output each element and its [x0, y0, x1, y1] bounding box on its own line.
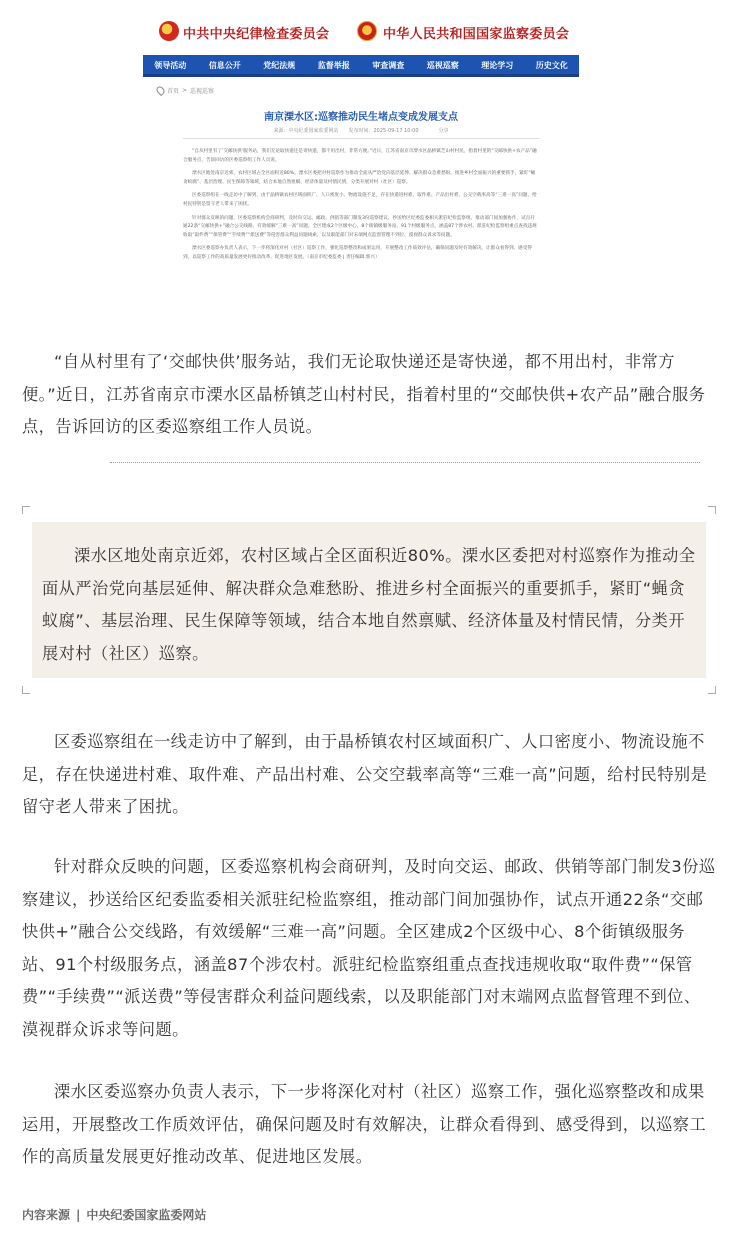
article-paragraph-5: 溧水区委巡察办负责人表示，下一步将深化对村（社区）巡察工作，强化巡察整改和成果运用，开展整改工作质效评估，确保问题及时有效解决，让群众看得到、感受得到，以巡察工作的高质量发展更好推动改革、促进地区发展。 [22, 1082, 707, 1166]
source-separator: | [76, 1208, 81, 1222]
screenshot-paragraph: 溧水区委巡察办负责人表示，下一步将深化对村（社区）巡察工作，强化巡察整改和成果运用，开展整改工作质效评估，确保问题及时有效解决，让群众看得到、感受得到，以巡察工作的高质量发展更好推动改革、促进地区发展。（南京市纪委监委 | 责任编辑 郭兴） [183, 246, 532, 260]
divider [183, 138, 539, 139]
screenshot-article-title: 南京溧水区:巡察推动民生堵点变成发展支点 [264, 112, 458, 123]
breadcrumb [157, 86, 214, 95]
breadcrumb-separator: > [182, 87, 188, 94]
screenshot-article-meta: 来源：中央纪委国家监委网站 发布时间：2025-09-17 10:00 分享 [273, 128, 449, 134]
nav-item-history[interactable]: 历史文化 [535, 60, 568, 70]
box-corner [708, 686, 716, 694]
article-paragraph-2: 溧水区地处南京近郊，农村区域占全区面积近80%。溧水区委把对村巡察作为推动全面从严治党向基层延伸、解决群众急难愁盼、推进乡村全面振兴的重要抓手，紧盯“蝇贪蚁腐”、基层治理、民生保障等领域，结合本地自然禀赋、经济体量及村情民情，分类开展对村（社区）巡察。 [42, 546, 696, 663]
nav-item-theory[interactable]: 理论学习 [481, 60, 514, 70]
box-corner [22, 506, 30, 514]
site-header [143, 10, 579, 52]
site-name-nsc: 中华人民共和国国家监察委员会 [383, 27, 570, 42]
screenshot-paragraph: 溧水区地处南京近郊，农村区域占全区面积近80%。溧水区委把对村巡察作为推动全面从严治党向基层延伸、解决群众急难愁盼、推进乡村全面振兴的重要抓手，紧盯“蝇贪蚁腐”、基层治理、民生保障等领域，结合本地自然禀赋、经济体量及村情民情，分类开展对村（社区）巡察。 [183, 171, 536, 185]
nav-item-investigation[interactable]: 审查调查 [372, 60, 405, 70]
screenshot-article-body [183, 148, 539, 268]
article-paragraph-1: “自从村里有了‘交邮快供’服务站，我们无论取快递还是寄快递，都不用出村，非常方便。”近日，江苏省南京市溧水区晶桥镇芝山村村民，指着村里的“交邮快供+农产品”融合服务点，告诉回访的区委巡察组工作人员说。 [22, 352, 706, 436]
source-label: 内容来源 [22, 1208, 71, 1222]
site-nav [143, 55, 579, 77]
screenshot-paragraph: 区委巡察组在一线走访中了解到，由于晶桥镇农村区域面积广、人口密度小、物流设施不足，存在快递进村难、取件难、产品出村难、公交空载率高等“三难一高”问题，给村民特别是留守老人带来了困扰。 [183, 193, 537, 207]
location-pin-icon [155, 85, 166, 96]
box-corner [22, 686, 30, 694]
party-emblem-icon [159, 21, 179, 41]
nav-item-info[interactable]: 信息公开 [208, 60, 241, 70]
breadcrumb-home[interactable]: 首页 [167, 88, 180, 95]
nav-item-regulations[interactable]: 党纪法规 [263, 60, 296, 70]
site-name-ccdi: 中共中央纪律检查委员会 [183, 27, 330, 42]
article-paragraph-4: 针对群众反映的问题，区委巡察机构会商研判，及时向交运、邮政、供销等部门制发3份巡察建议，抄送给区纪委监委相关派驻纪检监察组，推动部门间加强协作，试点开通22条“交邮快供+”融合公交线路，有效缓解“三难一高”问题。全区建成2个区级中心、8个街镇级服务站、91个村级服务点，涵盖87个涉农村。派驻纪检监察组重点查找违规收取“取件费”“保管费”“手续费”“派送费”等侵害群众利益问题线索，以及职能部门对末端网点监督管理不到位、漠视群众诉求等问题。 [22, 857, 716, 1039]
nav-item-inspection[interactable]: 巡视巡察 [426, 60, 459, 70]
breadcrumb-section[interactable]: 巡视巡察 [190, 88, 215, 95]
content-source [22, 1206, 206, 1223]
highlight-box [22, 506, 716, 694]
article-paragraph-3: 区委巡察组在一线走访中了解到，由于晶桥镇农村区域面积广、人口密度小、物流设施不足，存在快递进村难、取件难、产品出村难、公交空载率高等“三难一高”问题，给村民特别是留守老人带来了困扰。 [22, 732, 708, 816]
source-name: 中央纪委国家监委网站 [86, 1208, 207, 1222]
national-emblem-icon [357, 21, 377, 41]
dotted-divider [110, 462, 700, 463]
nav-item-leadership[interactable]: 领导活动 [154, 60, 187, 70]
nav-item-report[interactable]: 监督举报 [317, 60, 350, 70]
box-corner [708, 506, 716, 514]
screenshot-paragraph: 针对群众反映的问题，区委巡察机构会商研判，及时向交运、邮政、供销等部门制发3份巡察建议，抄送给区纪委监委相关派驻纪检监察组，推动部门间加强协作，试点开通22条“交邮快供+”融合公交线路，有效缓解“三难一高”问题。全区建成2个区级中心、8个街镇级服务站、91个村级服务点，涵盖87个涉农村。派驻纪检监察组重点查找违规收取“取件费”“保管费”“手续费”“派送费”等侵害群众利益问题线索，以及职能部门对末端网点监督管理不到位、漠视群众诉求等问题。 [183, 215, 537, 238]
screenshot-paragraph: “自从村里有了‘交邮快供’服务站，我们无论取快递还是寄快递，都不用出村，非常方便。”近日，江苏省南京市溧水区晶桥镇芝山村村民，指着村里的“交邮快供+农产品”融合服务点，告诉回访的区委巡察组工作人员说。 [183, 149, 537, 163]
article-screenshot [143, 10, 579, 332]
